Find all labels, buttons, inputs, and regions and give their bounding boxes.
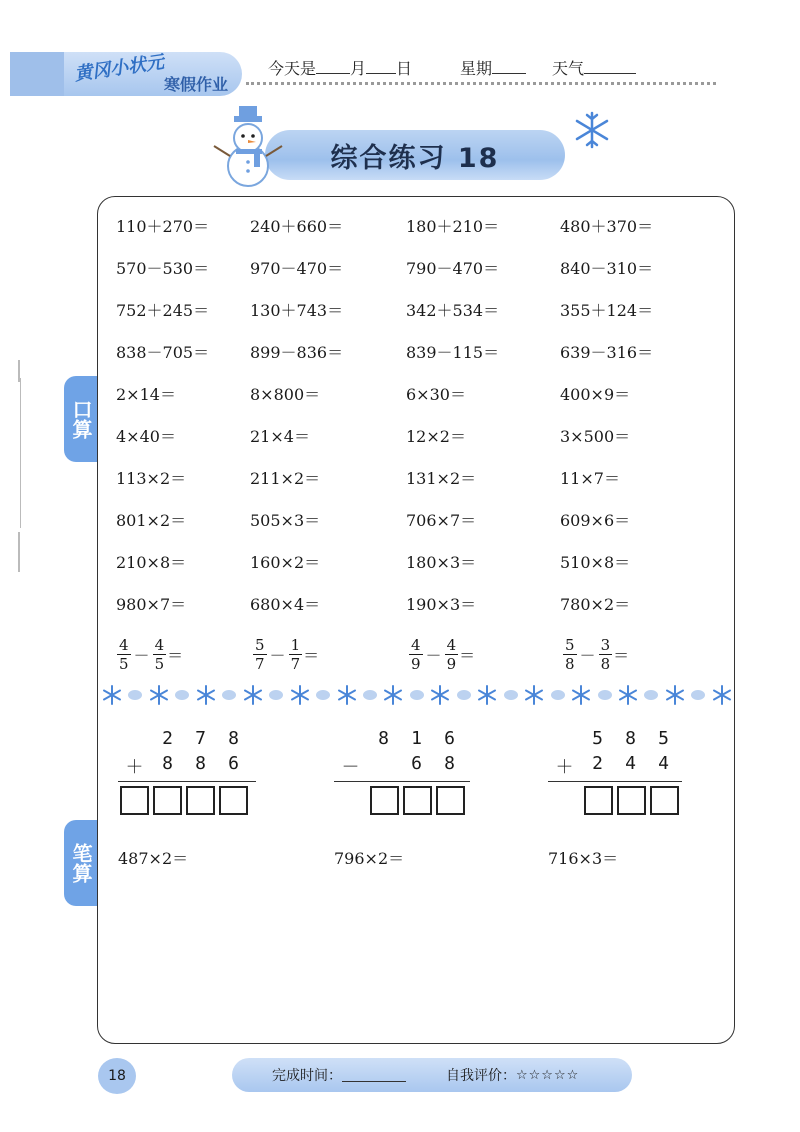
margin-mark	[18, 532, 20, 572]
self-eval-label: 自我评价：	[446, 1068, 516, 1084]
weekday-label: 星期	[460, 59, 493, 78]
oral-problem: 838－705＝	[116, 343, 210, 362]
oral-problem: 3×500＝	[560, 427, 631, 446]
oral-calc-label: 口算	[69, 399, 93, 439]
operator: －	[133, 646, 150, 665]
snowflake-icon	[102, 685, 122, 705]
answer-box[interactable]	[584, 786, 613, 815]
oral-problem: 180＋210＝	[406, 217, 500, 236]
fraction: $\frac{4}{9}$	[411, 636, 421, 673]
day-blank[interactable]	[366, 59, 396, 74]
oral-problem: 355＋124＝	[560, 301, 654, 320]
operator: ＋	[125, 757, 144, 778]
snowflake-icon	[337, 685, 357, 705]
fraction-problem	[562, 636, 629, 673]
written-problem: 716×3＝	[548, 849, 619, 868]
operator: －	[579, 646, 596, 665]
divider-dot	[175, 690, 189, 700]
fraction: $\frac{4}{9}$	[446, 636, 457, 673]
bottom-number: ＋ 2 4 4	[548, 753, 683, 779]
header-stripe	[10, 52, 64, 96]
written-calc-tab	[64, 820, 98, 906]
snowflake-icon	[383, 685, 403, 705]
equals-sign: ＝	[303, 646, 320, 665]
operator: －	[341, 757, 360, 778]
oral-problem: 510×8＝	[560, 553, 631, 572]
fraction-problem	[116, 636, 183, 673]
oral-problem: 131×2＝	[406, 469, 477, 488]
fraction: $\frac{5}{8}$	[565, 636, 575, 673]
fraction: $\frac{1}{7}$	[290, 636, 301, 673]
book-subtitle: 寒假作业	[164, 75, 229, 94]
oral-problem: 706×7＝	[406, 511, 477, 530]
oral-problem: 801×2＝	[116, 511, 187, 530]
oral-problem: 180×3＝	[406, 553, 477, 572]
oral-problem: 780×2＝	[560, 595, 631, 614]
fraction: $\frac{4}{5}$	[119, 636, 129, 673]
oral-problem: 790－470＝	[406, 259, 500, 278]
divider-dot	[551, 690, 565, 700]
operator: ＋	[555, 757, 574, 778]
completion-time-blank[interactable]	[342, 1069, 406, 1082]
answer-box[interactable]	[650, 786, 679, 815]
snowflake-icon	[571, 685, 591, 705]
header-dotted-rule	[246, 82, 716, 85]
snowflake-icon	[196, 685, 216, 705]
snowflake-icon	[430, 685, 450, 705]
answer-boxes	[584, 786, 683, 820]
margin-mark	[20, 378, 21, 528]
oral-problem: 680×4＝	[250, 595, 321, 614]
oral-problem: 2×14＝	[116, 385, 176, 404]
sum-line	[118, 781, 256, 782]
today-label: 今天是	[268, 59, 317, 78]
snowflake-icon	[712, 685, 732, 705]
equals-sign: ＝	[167, 646, 184, 665]
exercise-title: 综合练习 18	[265, 130, 565, 180]
answer-box[interactable]	[153, 786, 182, 815]
exercise-frame	[97, 196, 735, 1044]
fraction-problem	[252, 636, 319, 673]
page-number: 18	[98, 1058, 136, 1094]
snowflake-icon	[524, 685, 544, 705]
day-label: 日	[396, 59, 413, 78]
oral-problem: 970－470＝	[250, 259, 344, 278]
divider-dot	[504, 690, 518, 700]
written-calc-label: 笔算	[69, 843, 93, 883]
oral-problem: 110＋270＝	[116, 217, 210, 236]
equals-sign: ＝	[613, 646, 630, 665]
footer-bar	[232, 1058, 632, 1092]
weather-blank[interactable]	[584, 59, 636, 74]
divider-dot	[644, 690, 658, 700]
snowman-icon	[208, 106, 288, 188]
oral-problem: 211×2＝	[250, 469, 321, 488]
top-number: 2 7 8	[162, 728, 239, 749]
month-blank[interactable]	[316, 59, 350, 74]
fraction-problem	[408, 636, 475, 673]
answer-box[interactable]	[617, 786, 646, 815]
divider-dot	[457, 690, 471, 700]
answer-box[interactable]	[370, 786, 399, 815]
divider-dot	[128, 690, 142, 700]
oral-problem: 342＋534＝	[406, 301, 500, 320]
top-number: 5 8 5	[592, 728, 669, 749]
oral-problem: 752＋245＝	[116, 301, 210, 320]
oral-problem: 480＋370＝	[560, 217, 654, 236]
divider-dot	[410, 690, 424, 700]
oral-problem: 240＋660＝	[250, 217, 344, 236]
divider-dot	[363, 690, 377, 700]
snowflake-icon	[618, 685, 638, 705]
snowflake-icon	[477, 685, 497, 705]
sum-line	[548, 781, 682, 782]
oral-problem: 570－530＝	[116, 259, 210, 278]
answer-boxes	[370, 786, 470, 820]
oral-problem: 210×8＝	[116, 553, 187, 572]
oral-problem: 505×3＝	[250, 511, 321, 530]
oral-problem: 980×7＝	[116, 595, 187, 614]
answer-boxes	[120, 786, 256, 820]
weekday-line	[460, 56, 526, 79]
date-line	[268, 56, 412, 79]
top-number: 8 1 6	[378, 728, 455, 749]
weekday-blank[interactable]	[492, 59, 526, 74]
oral-problem: 4×40＝	[116, 427, 176, 446]
answer-box[interactable]	[436, 786, 465, 815]
snowflake-icon	[243, 685, 263, 705]
bottom-number: － 6 8	[334, 753, 470, 779]
oral-problem: 609×6＝	[560, 511, 631, 530]
divider-dot	[691, 690, 705, 700]
snowflake-icon	[572, 110, 612, 150]
weather-line	[552, 56, 636, 79]
oral-calc-tab	[64, 376, 98, 462]
divider-dot	[269, 690, 283, 700]
snowflake-icon	[149, 685, 169, 705]
column-addition-2	[548, 728, 683, 820]
oral-problem: 11×7＝	[560, 469, 620, 488]
difference-line	[334, 781, 470, 782]
divider-dot	[316, 690, 330, 700]
month-label: 月	[350, 59, 367, 78]
answer-box[interactable]	[403, 786, 432, 815]
fraction: $\frac{5}{7}$	[255, 636, 265, 673]
oral-problem: 21×4＝	[250, 427, 310, 446]
equals-sign: ＝	[459, 646, 476, 665]
oral-problem: 160×2＝	[250, 553, 321, 572]
oral-problem: 190×3＝	[406, 595, 477, 614]
fraction: $\frac{3}{8}$	[600, 636, 611, 673]
oral-problem: 840－310＝	[560, 259, 654, 278]
brand-logo: 黄冈小状元	[73, 51, 166, 86]
column-addition-1	[118, 728, 256, 820]
column-subtraction	[334, 728, 470, 820]
answer-box[interactable]	[186, 786, 215, 815]
oral-problem: 639－316＝	[560, 343, 654, 362]
answer-box[interactable]	[120, 786, 149, 815]
snowflake-icon	[290, 685, 310, 705]
written-problem: 796×2＝	[334, 849, 405, 868]
completion-time-label: 完成时间：	[272, 1068, 342, 1084]
snowflake-icon	[665, 685, 685, 705]
fraction: $\frac{4}{5}$	[154, 636, 165, 673]
oral-problem: 8×800＝	[250, 385, 321, 404]
oral-problem: 12×2＝	[406, 427, 466, 446]
operator: －	[425, 646, 442, 665]
oral-problem: 113×2＝	[116, 469, 187, 488]
answer-box[interactable]	[219, 786, 248, 815]
divider-dot	[598, 690, 612, 700]
oral-problem: 400×9＝	[560, 385, 631, 404]
written-problem: 487×2＝	[118, 849, 189, 868]
oral-problem: 839－115＝	[406, 343, 500, 362]
operator: －	[269, 646, 286, 665]
weather-label: 天气	[552, 59, 585, 78]
snowflake-divider	[102, 684, 732, 706]
oral-problem: 130＋743＝	[250, 301, 344, 320]
bottom-number: ＋ 8 8 6	[118, 753, 256, 779]
oral-problem: 899－836＝	[250, 343, 344, 362]
divider-dot	[222, 690, 236, 700]
oral-problem: 6×30＝	[406, 385, 466, 404]
self-eval-stars[interactable]: ☆☆☆☆☆	[516, 1067, 580, 1083]
